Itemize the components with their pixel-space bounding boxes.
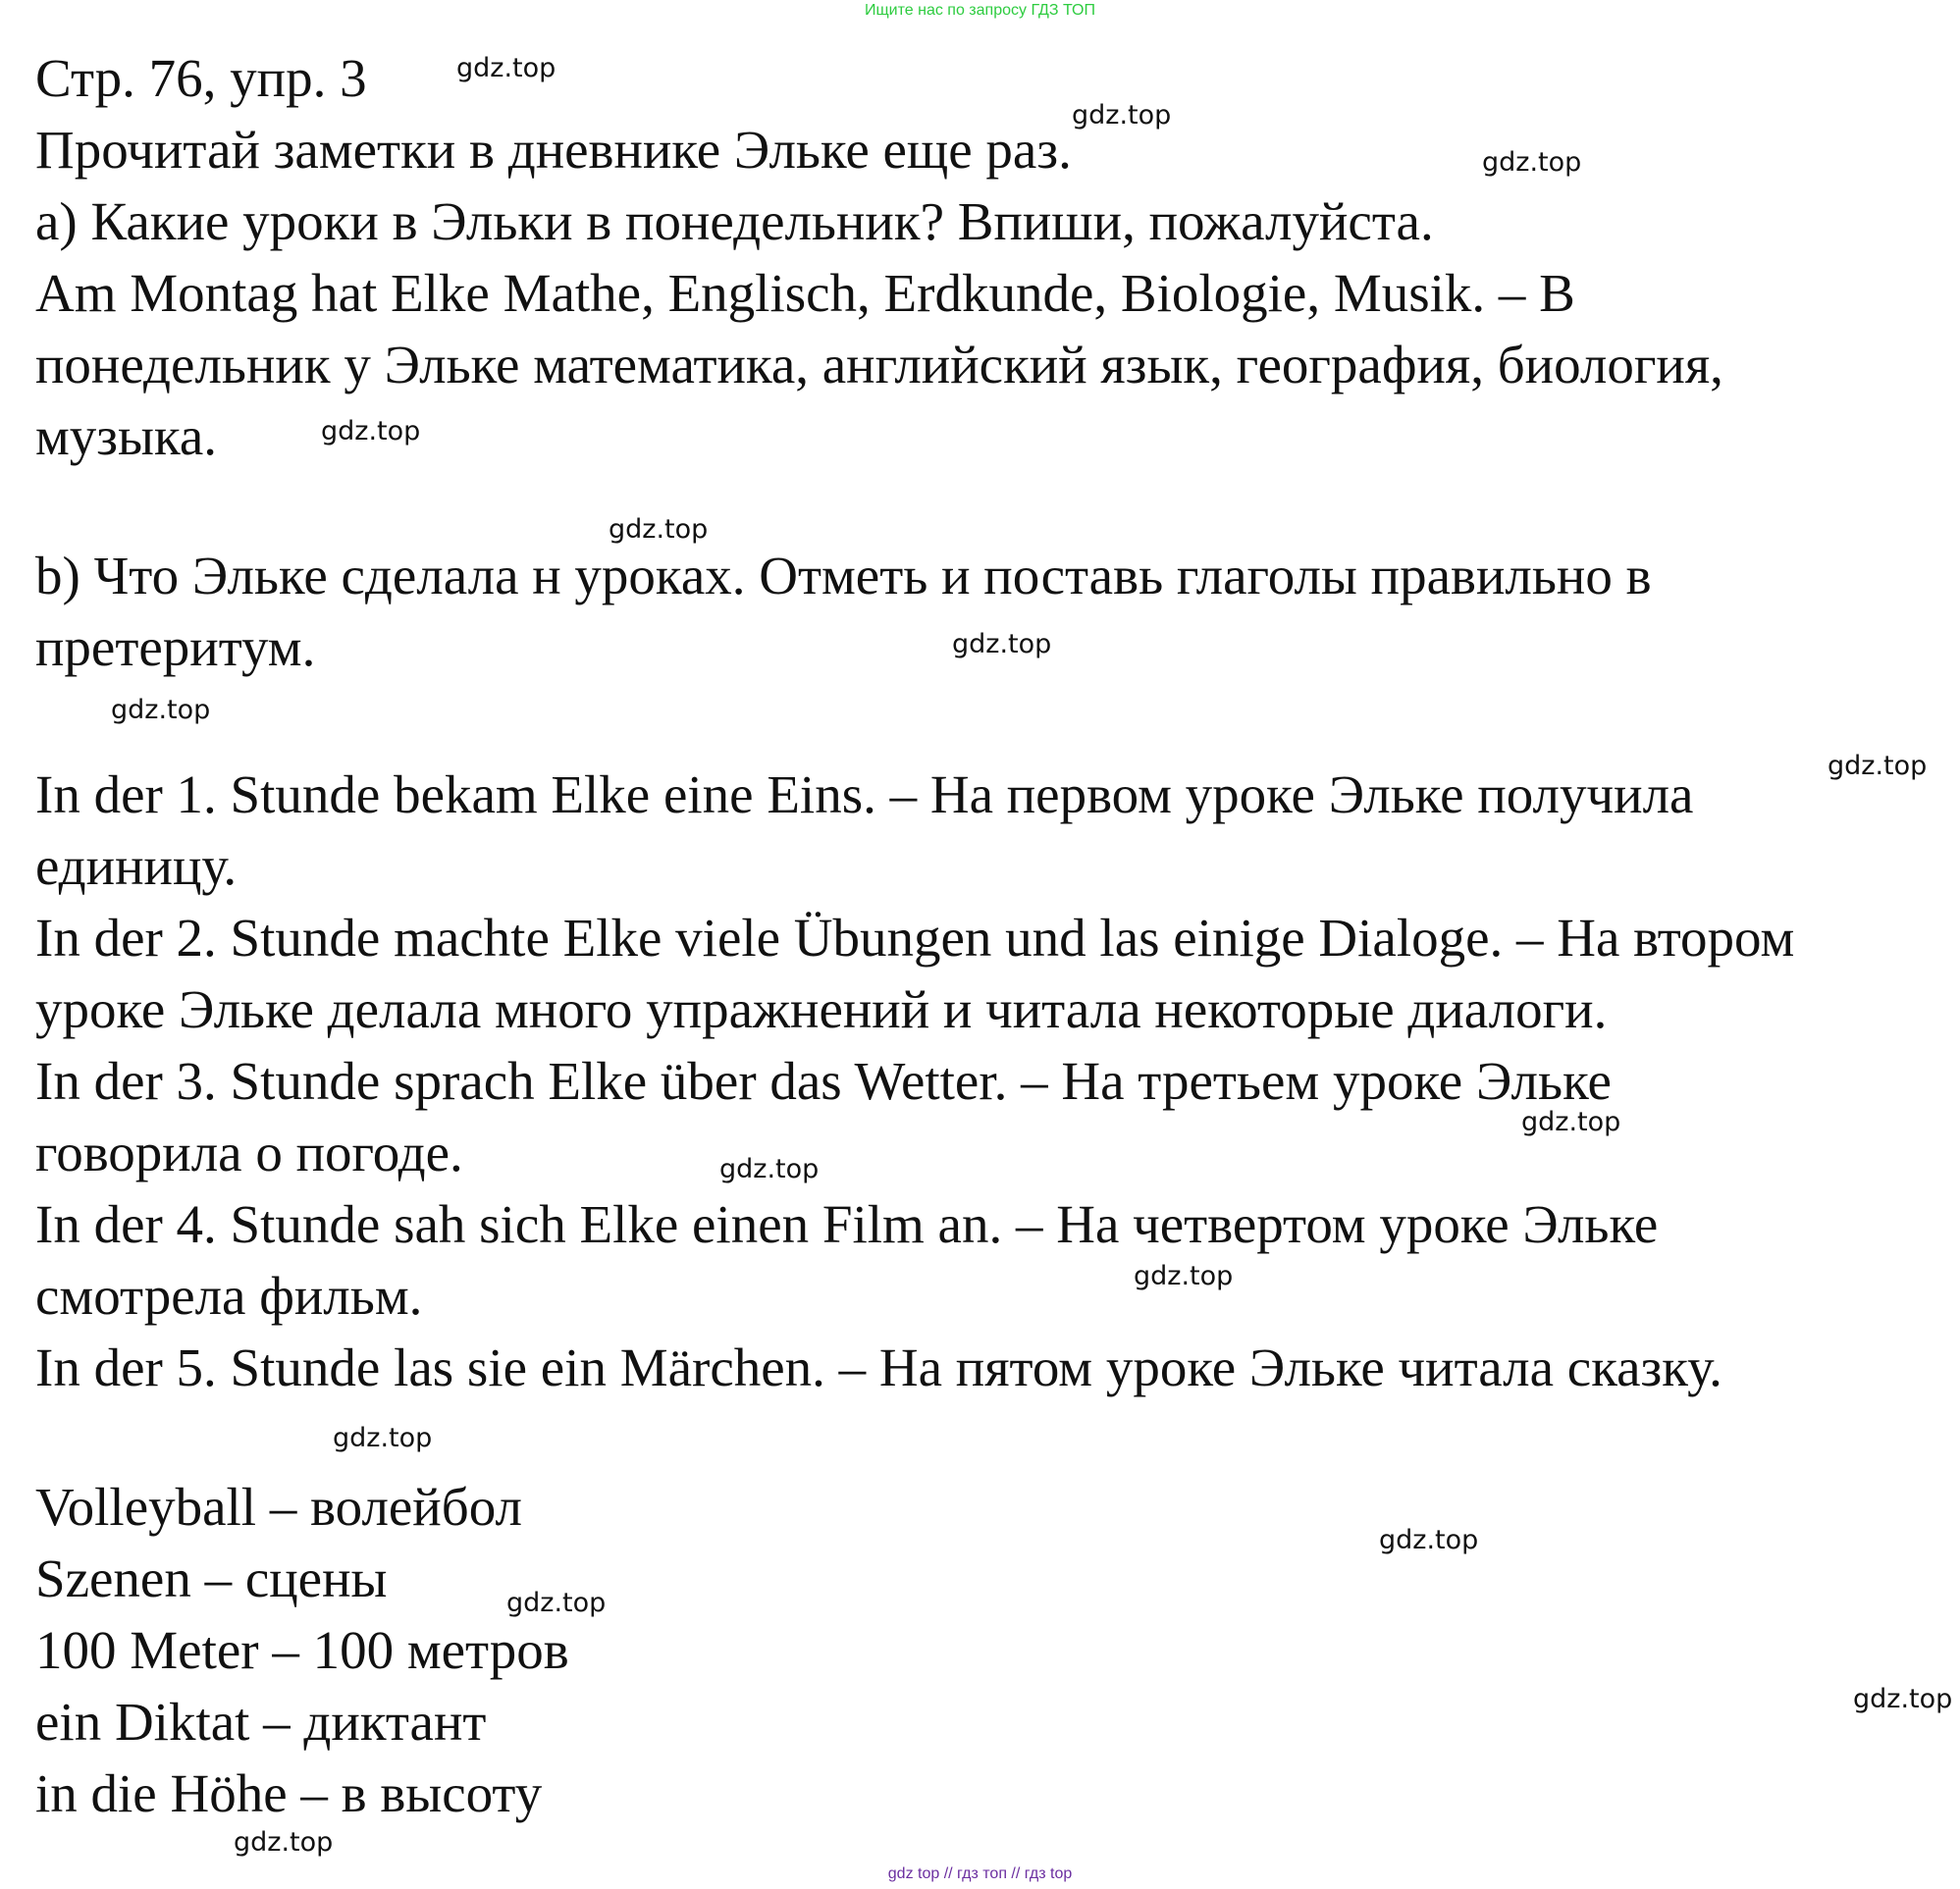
watermark: gdz.top [1134,1261,1234,1291]
watermark: gdz.top [234,1827,334,1858]
answer-lesson-3-line-1: In der 3. Stunde sprach Elke über das Wetter. – На третьем уроке Эльке [35,1051,1612,1111]
task-b-question-line-2: претеритум. [35,617,316,677]
footer-links: gdz top // гдз топ // гдз top [887,1865,1073,1882]
watermark: gdz.top [506,1588,607,1618]
answer-lesson-5: In der 5. Stunde las sie ein Märchen. – На пятом уроке Эльке читала сказку. [35,1338,1722,1397]
answer-lesson-4-line-1: In der 4. Stunde sah sich Elke einen Film an. – На четвертом уроке Эльке [35,1194,1659,1254]
watermark: gdz.top [111,695,211,725]
watermark: gdz.top [1828,751,1928,781]
answer-lesson-2-line-1: In der 2. Stunde machte Elke viele Übungen und las einige Dialoge. – На втором [35,908,1795,968]
task-b-question-line-1: b) Что Эльке сделала н уроках. Отметь и поставь глаголы правильно в [35,546,1652,605]
watermark: gdz.top [1482,147,1582,178]
task-a-question: а) Какие уроки в Эльки в понедельник? Впиши, пожалуйста. [35,191,1434,251]
answer-lesson-3-line-2: говорила о погоде. [35,1123,463,1182]
watermark: gdz.top [952,629,1052,659]
top-banner: Ищите нас по запросу ГДЗ ТОП [865,2,1095,19]
watermark: gdz.top [1521,1107,1621,1137]
exercise-title: Стр. 76, упр. 3 [35,48,367,108]
vocab-item-volleyball: Volleyball – волейбол [35,1477,522,1537]
task-a-answer-line-2: понедельник у Эльке математика, английский язык, география, биология, [35,335,1723,394]
vocab-item-diktat: ein Diktat – диктант [35,1692,487,1752]
watermark: gdz.top [719,1154,820,1184]
watermark: gdz.top [1853,1684,1953,1714]
answer-lesson-1-line-1: In der 1. Stunde bekam Elke eine Eins. – На первом уроке Эльке получила [35,764,1694,824]
watermark: gdz.top [321,416,421,446]
watermark: gdz.top [333,1423,433,1453]
vocab-item-hoehe: in die Höhe – в высоту [35,1763,543,1823]
task-a-answer-line-1: Am Montag hat Elke Mathe, Englisch, Erdkunde, Biologie, Musik. – В [35,263,1575,323]
answer-lesson-1-line-2: единицу. [35,836,238,896]
task-a-answer-line-3: музыка. [35,406,218,466]
answer-lesson-2-line-2: уроке Эльке делала много упражнений и читала некоторые диалоги. [35,979,1608,1039]
vocab-item-100-meter: 100 Meter – 100 метров [35,1620,569,1680]
answer-lesson-4-line-2: смотрела фильм. [35,1266,423,1326]
instruction-line: Прочитай заметки в дневнике Эльке еще раз. [35,120,1072,180]
watermark: gdz.top [1072,100,1172,131]
watermark: gdz.top [456,53,556,83]
watermark: gdz.top [1379,1525,1479,1555]
watermark: gdz.top [609,514,709,545]
vocab-item-szenen: Szenen – сцены [35,1548,388,1608]
